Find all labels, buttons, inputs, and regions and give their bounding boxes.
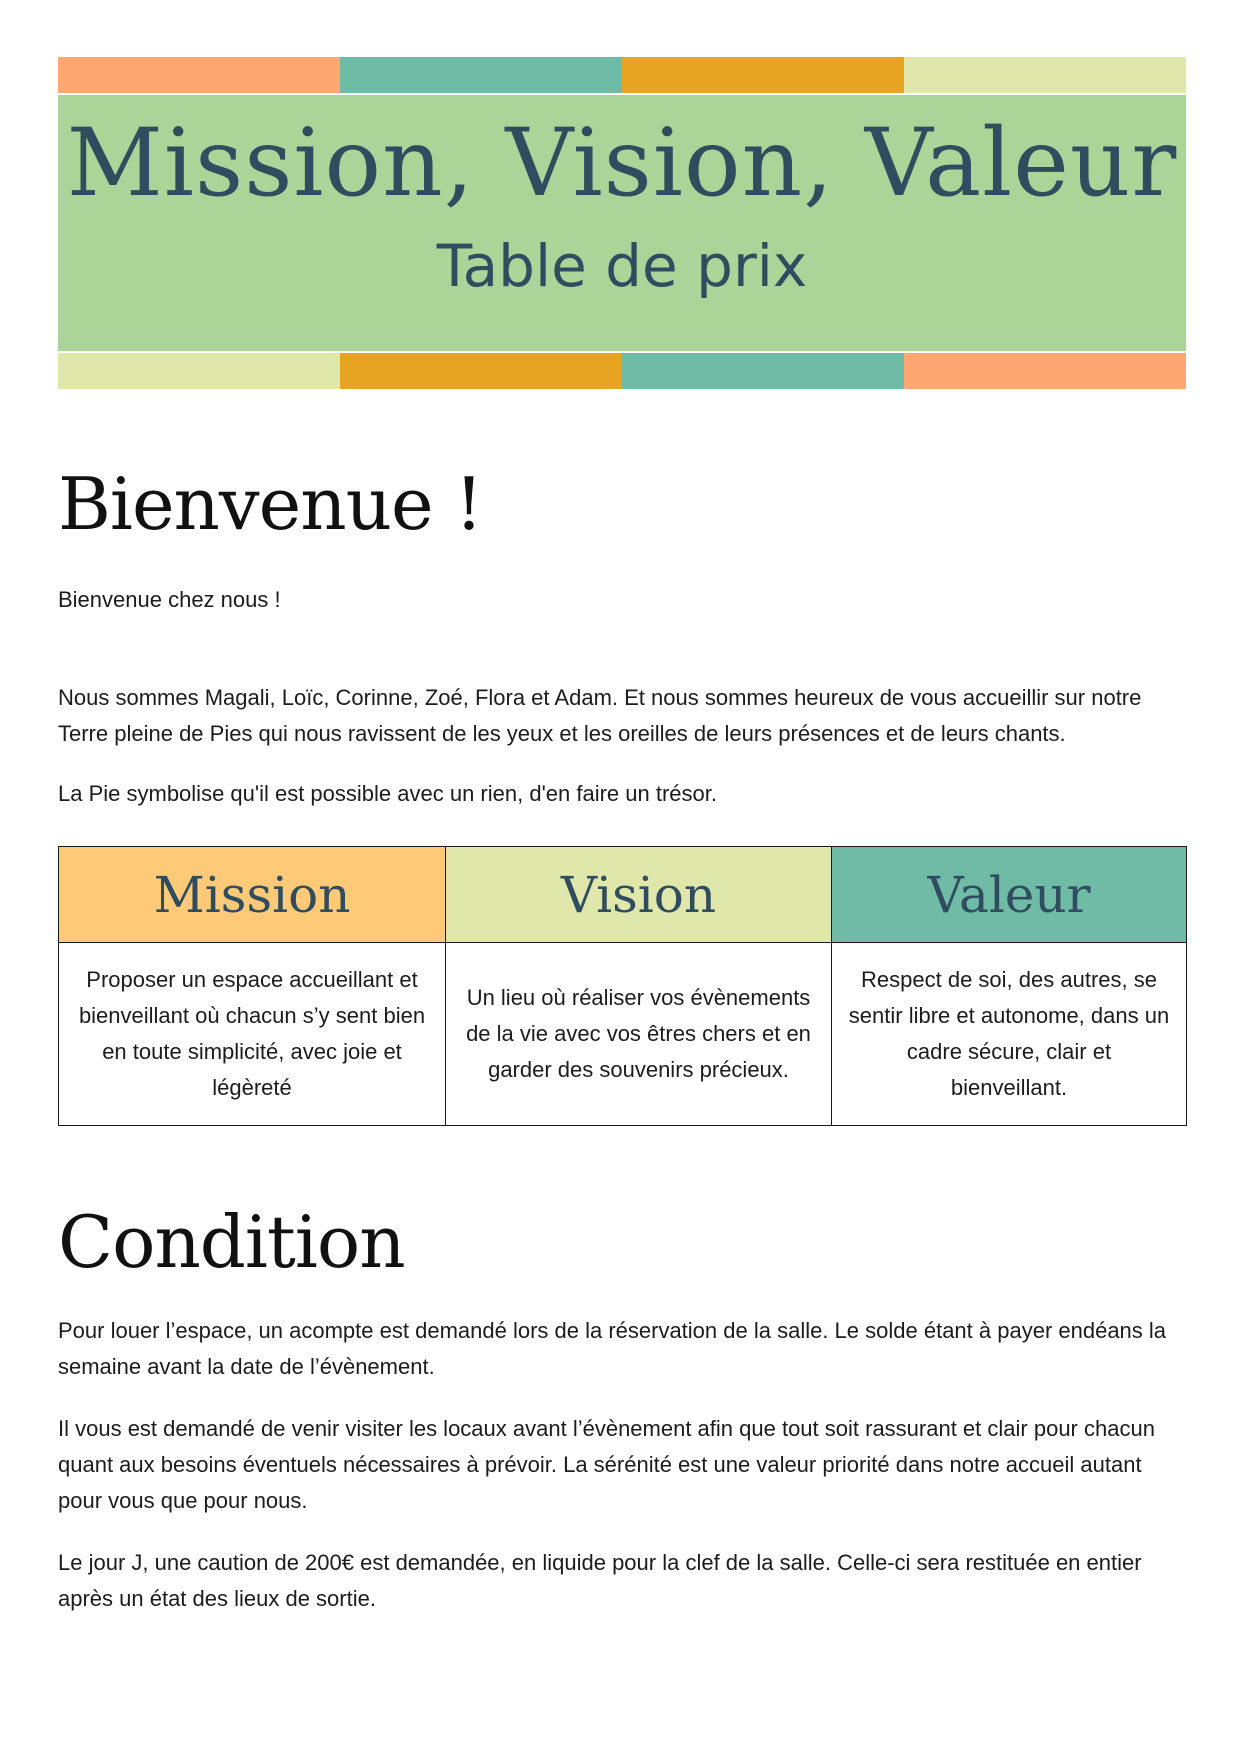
banner-body — [58, 93, 1186, 353]
condition-paragraph: Pour louer l’espace, un acompte est demandé lors de la réservation de la salle. Le solde étant à payer endéans la semaine avant la date de l’évènement. — [58, 1318, 1167, 1379]
welcome-heading: Bienvenue ! — [58, 462, 483, 546]
condition-paragraph: Le jour J, une caution de 200€ est demandée, en liquide pour la clef de la salle. Celle-ci sera restituée en entier après un état des lieux de sortie. — [58, 1550, 1142, 1611]
vision-cell: Un lieu où réaliser vos évènements de la vie avec vos êtres chers et en garder des souvenirs précieux. — [446, 943, 832, 1126]
mission-vision-value-table — [58, 846, 1187, 1126]
condition-heading: Condition — [58, 1200, 405, 1284]
stripe-block — [904, 353, 1186, 389]
mission-header: Mission — [59, 847, 446, 943]
stripe-block — [340, 57, 622, 93]
banner-bottom-stripe — [58, 353, 1186, 389]
welcome-paragraph: Bienvenue chez nous ! — [58, 587, 281, 612]
table-row — [59, 943, 1187, 1126]
banner-top-stripe — [58, 57, 1186, 93]
stripe-block — [622, 353, 904, 389]
stripe-block — [622, 57, 904, 93]
stripe-block — [904, 57, 1186, 93]
stripe-block — [58, 353, 340, 389]
table-header-row — [59, 847, 1187, 943]
value-cell: Respect de soi, des autres, se sentir libre et autonome, dans un cadre sécure, clair et bienveillant. — [832, 943, 1187, 1126]
welcome-paragraph: Nous sommes Magali, Loïc, Corinne, Zoé, Flora et Adam. Et nous sommes heureux de vous accueillir sur notre Terre pleine de Pies qui nous ravissent de les yeux et les oreilles de leurs présences et de leurs chants. — [58, 685, 1142, 746]
title-banner — [58, 57, 1186, 389]
welcome-paragraph: La Pie symbolise qu'il est possible avec un rien, d'en faire un trésor. — [58, 781, 717, 806]
stripe-block — [58, 57, 340, 93]
condition-paragraph: Il vous est demandé de venir visiter les locaux avant l’évènement afin que tout soit rassurant et clair pour chacun quant aux besoins éventuels nécessaires à prévoir. La sérénité est une valeur priorité dans notre accueil autant pour vous que pour nous. — [58, 1416, 1155, 1513]
value-header: Valeur — [832, 847, 1187, 943]
stripe-block — [340, 353, 622, 389]
document-title: Mission, Vision, Valeur — [66, 109, 1178, 218]
mission-cell: Proposer un espace accueillant et bienveillant où chacun s’y sent bien en toute simplicité, avec joie et légèreté — [59, 943, 446, 1126]
document-subtitle: Table de prix — [436, 231, 808, 300]
vision-header: Vision — [446, 847, 832, 943]
